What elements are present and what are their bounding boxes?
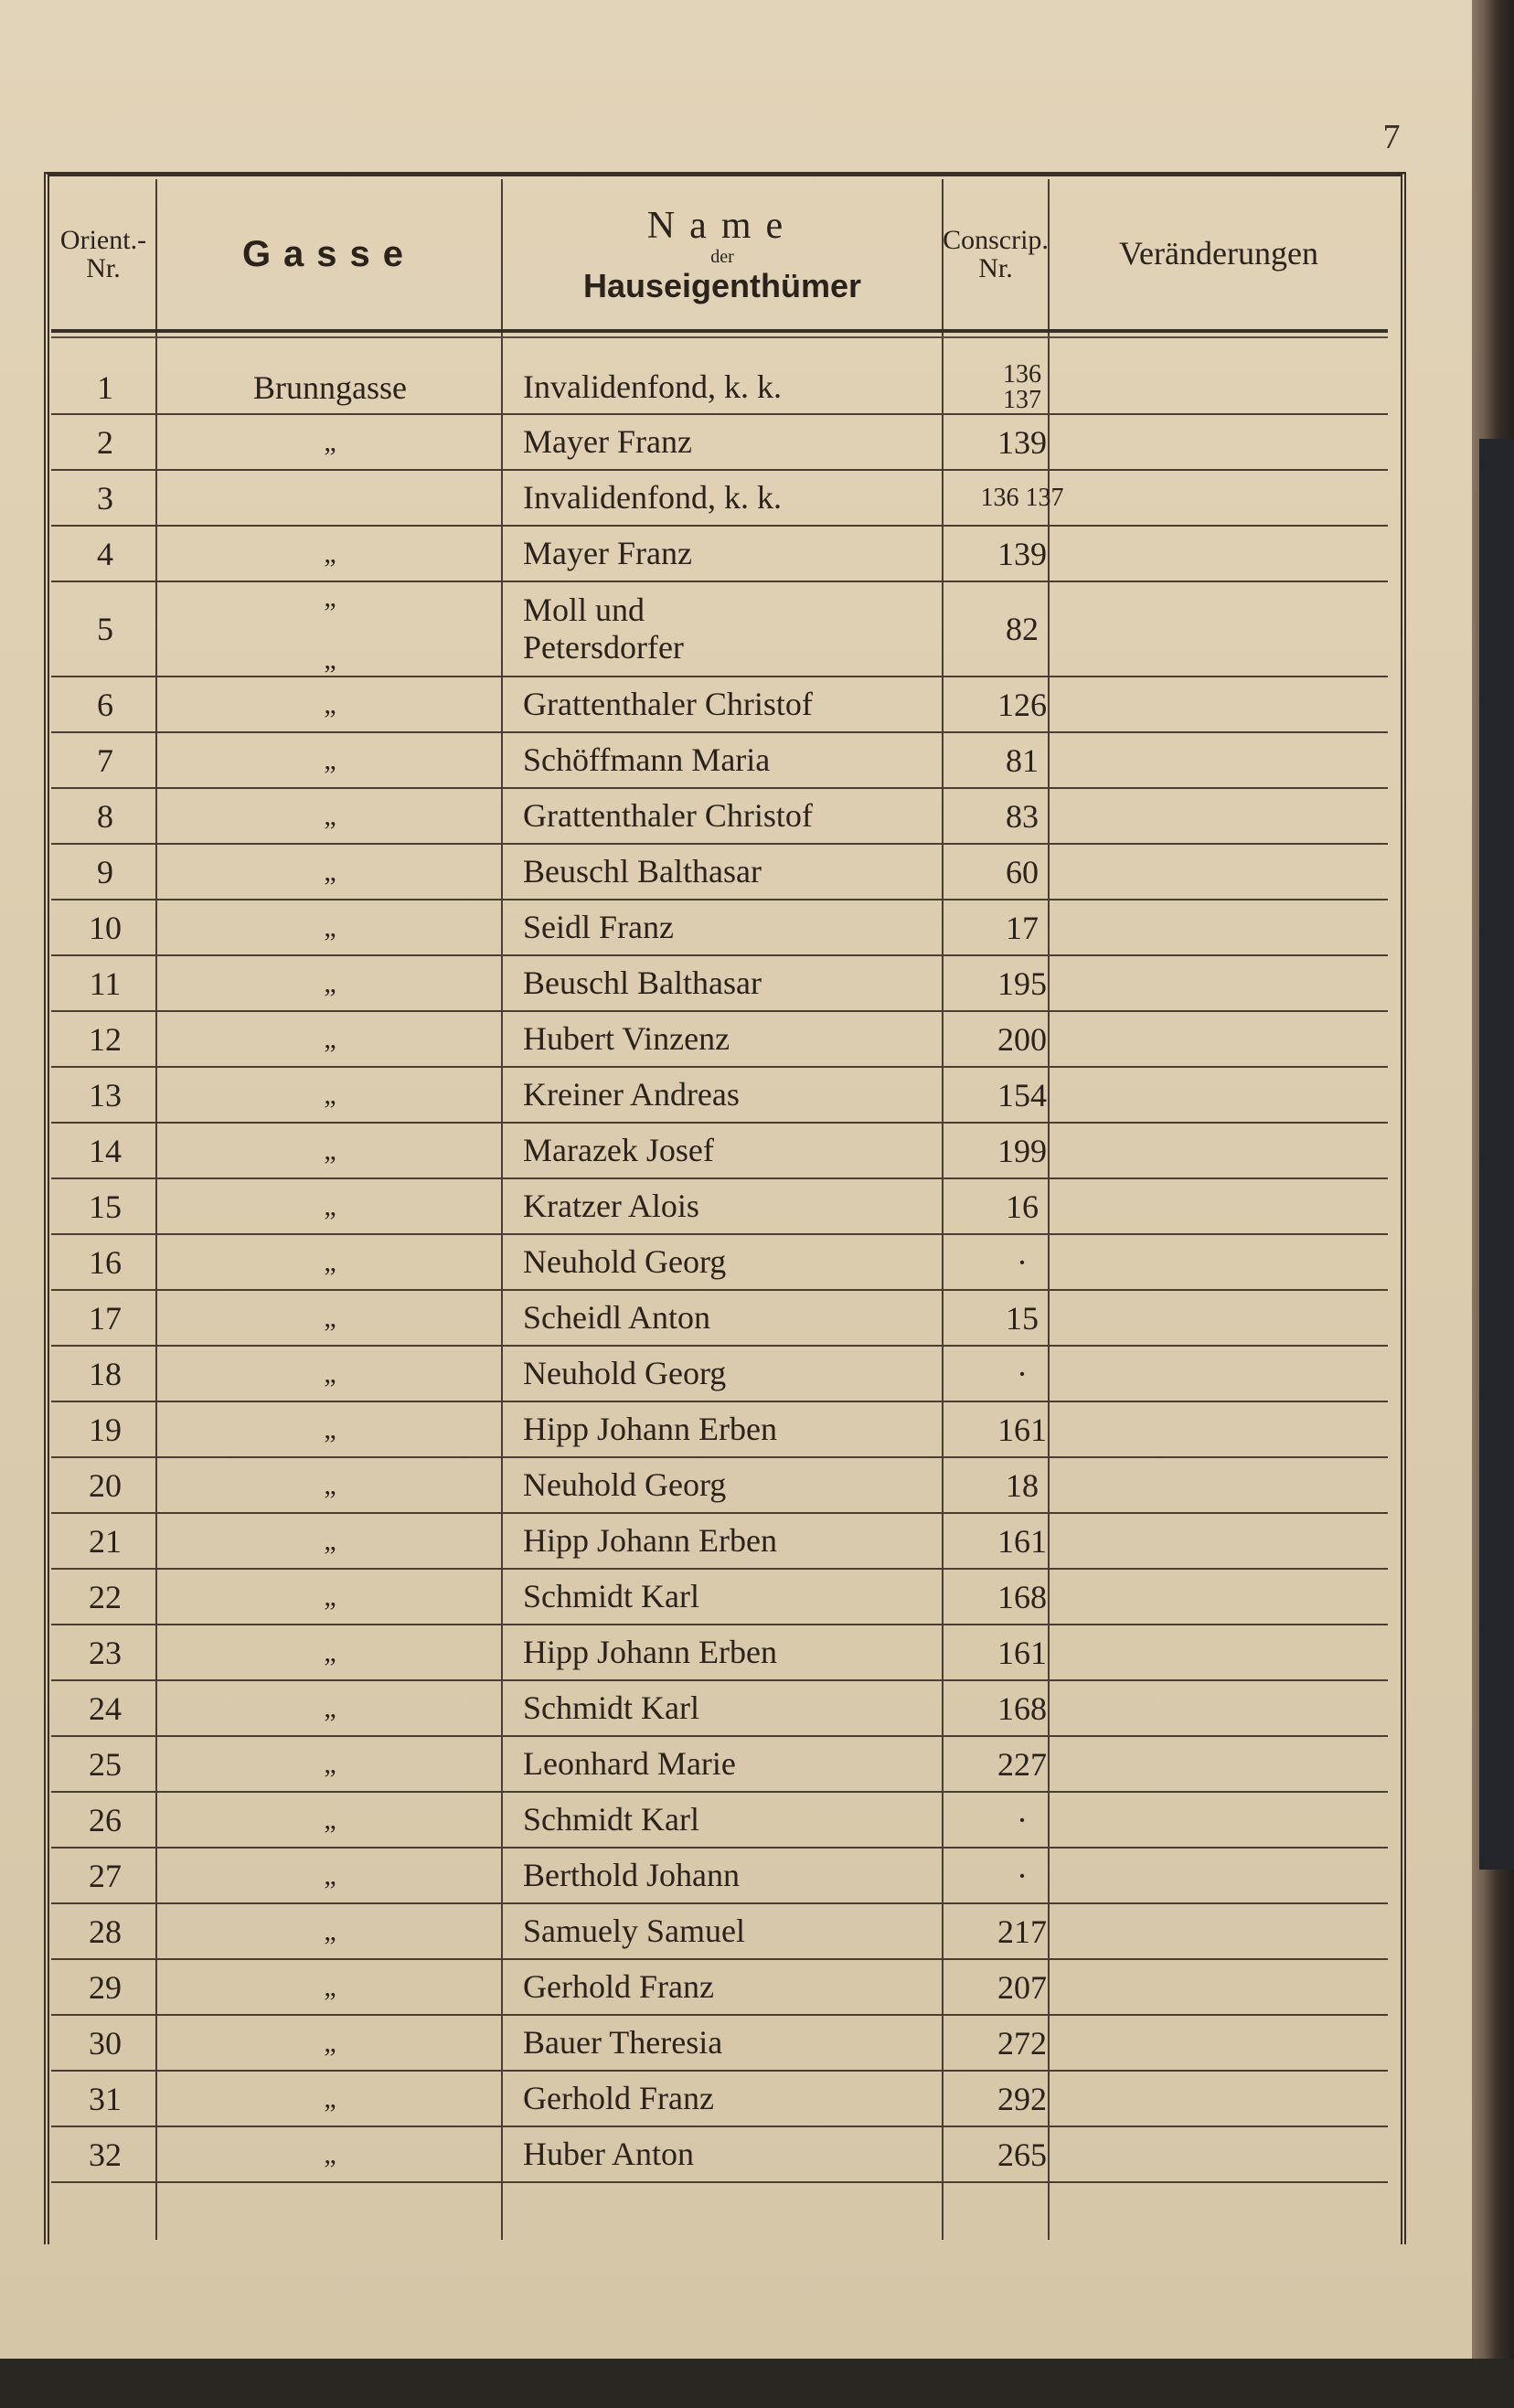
table-row bbox=[51, 2127, 1388, 2183]
orient-nr-cell: 6 bbox=[97, 686, 113, 723]
table-row bbox=[51, 582, 1388, 677]
conscrip-nr-cell bbox=[942, 415, 1103, 469]
owner-name-cell bbox=[523, 2127, 986, 2181]
gasse-cell: „ bbox=[324, 1525, 336, 1556]
book-cover-edge bbox=[1479, 439, 1514, 1870]
orient-nr-cell: 20 bbox=[89, 1466, 122, 1504]
owner-name-cell bbox=[523, 1179, 986, 1233]
owner-name: Beuschl Balthasar bbox=[523, 964, 762, 1001]
owner-name-cell bbox=[523, 956, 986, 1010]
owner-name: Kratzer Alois bbox=[523, 1187, 699, 1224]
orient-nr-cell: 13 bbox=[89, 1076, 122, 1113]
orient-nr-cell: 31 bbox=[89, 2080, 122, 2117]
owner-name: Bauer Theresia bbox=[523, 2023, 723, 2061]
conscrip-nr: 154 bbox=[997, 1076, 1047, 1113]
owner-name-cell bbox=[523, 582, 986, 676]
gasse-cell: „ bbox=[324, 688, 336, 719]
owner-name: Moll und bbox=[523, 591, 645, 628]
owner-name: Huber Anton bbox=[523, 2135, 694, 2172]
owner-name-cell bbox=[523, 415, 986, 469]
table-row bbox=[51, 1960, 1388, 2016]
gasse-cell: „ bbox=[324, 2083, 336, 2114]
veraenderungen-cell bbox=[1103, 1291, 1388, 1345]
conscrip-nr: 136 bbox=[1003, 360, 1041, 389]
conscrip-nr-cell bbox=[942, 789, 1103, 843]
orient-nr-cell: 10 bbox=[89, 909, 122, 946]
header-orient-nr bbox=[51, 179, 155, 329]
orient-nr-cell: 28 bbox=[89, 1913, 122, 1950]
conscrip-nr: · bbox=[1017, 1355, 1028, 1392]
table-row bbox=[51, 1179, 1388, 1235]
conscrip-nr-cell bbox=[942, 1960, 1103, 2014]
veraenderungen-cell bbox=[1103, 2016, 1388, 2070]
orient-nr-cell: 7 bbox=[97, 741, 113, 779]
gasse-cell: „ bbox=[324, 911, 336, 943]
orient-nr-cell: 3 bbox=[97, 479, 113, 517]
gasse-cell: „ bbox=[324, 744, 336, 775]
orient-nr-cell: 26 bbox=[89, 1801, 122, 1838]
header-orient-nr-line1: Orient.- bbox=[59, 224, 147, 255]
orient-nr-cell: 25 bbox=[89, 1745, 122, 1783]
owner-name-cell bbox=[523, 1625, 986, 1679]
conscrip-nr-cell bbox=[942, 582, 1103, 676]
header-name-bottom: Hauseigenthümer bbox=[582, 266, 862, 304]
conscrip-nr: 217 bbox=[997, 1913, 1047, 1950]
orient-nr-cell: 11 bbox=[89, 964, 122, 1002]
orient-nr-cell: 17 bbox=[89, 1299, 122, 1337]
conscrip-nr: 16 bbox=[1006, 1188, 1039, 1225]
table-row bbox=[51, 1625, 1388, 1681]
table-row bbox=[51, 1793, 1388, 1849]
orient-nr-cell: 9 bbox=[97, 853, 113, 890]
gasse-cell: „ bbox=[324, 1692, 336, 1723]
owner-name: Neuhold Georg bbox=[523, 1242, 727, 1280]
veraenderungen-cell bbox=[1103, 1793, 1388, 1847]
table-row bbox=[51, 1849, 1388, 1904]
conscrip-nr: 161 bbox=[997, 1634, 1047, 1671]
owner-name-line2: Petersdorfer bbox=[523, 629, 684, 666]
table-row bbox=[51, 677, 1388, 733]
conscrip-nr-cell bbox=[942, 1235, 1103, 1289]
scan-background bbox=[0, 2359, 1514, 2408]
conscrip-nr-cell bbox=[942, 900, 1103, 954]
owner-name-cell bbox=[523, 1737, 986, 1791]
conscrip-nr: 126 bbox=[997, 686, 1047, 723]
conscrip-nr: · bbox=[1017, 1801, 1028, 1838]
owner-name-cell bbox=[523, 1012, 986, 1066]
owner-name: Mayer Franz bbox=[523, 534, 692, 571]
owner-name: Berthold Johann bbox=[523, 1856, 740, 1893]
table-row bbox=[51, 1458, 1388, 1514]
gasse-cell: „ bbox=[324, 538, 336, 569]
veraenderungen-cell bbox=[1103, 1347, 1388, 1401]
gasse-cell: „ bbox=[324, 1135, 336, 1166]
veraenderungen-cell bbox=[1103, 1960, 1388, 2014]
conscrip-nr-cell bbox=[942, 677, 1103, 731]
conscrip-nr: 139 bbox=[997, 423, 1047, 461]
conscrip-nr: 227 bbox=[997, 1745, 1047, 1783]
header-orient-nr-line2: Nr. bbox=[86, 253, 121, 283]
table-body bbox=[51, 362, 1388, 2183]
gasse-cell: „ bbox=[324, 1358, 336, 1389]
gasse-cell: „ bbox=[324, 2027, 336, 2058]
header-name-top: Name bbox=[646, 204, 798, 247]
conscrip-nr-cell bbox=[942, 1402, 1103, 1456]
page-number: 7 bbox=[1382, 118, 1401, 156]
owner-name: Leonhard Marie bbox=[523, 1744, 736, 1782]
conscrip-nr: 60 bbox=[1006, 853, 1039, 890]
veraenderungen-cell bbox=[1103, 471, 1388, 525]
owner-name: Neuhold Georg bbox=[523, 1354, 727, 1391]
header-conscrip-line1: Conscrip. bbox=[943, 224, 1049, 255]
conscrip-nr-cell bbox=[942, 1124, 1103, 1177]
veraenderungen-cell bbox=[1103, 1625, 1388, 1679]
veraenderungen-cell bbox=[1103, 1458, 1388, 1512]
header-conscrip-line2: Nr. bbox=[978, 253, 1013, 283]
gasse-cell: „ bbox=[324, 426, 336, 457]
conscrip-nr-cell bbox=[942, 1681, 1103, 1735]
gasse-cell: „ bbox=[324, 1413, 336, 1444]
conscrip-nr-cell bbox=[942, 733, 1103, 787]
header-rule bbox=[51, 329, 1388, 333]
table-row bbox=[51, 1904, 1388, 1960]
owner-name-cell bbox=[523, 1291, 986, 1345]
veraenderungen-cell bbox=[1103, 1012, 1388, 1066]
conscrip-nr: 200 bbox=[997, 1020, 1047, 1058]
owner-name: Neuhold Georg bbox=[523, 1465, 727, 1503]
owner-name-cell bbox=[523, 1068, 986, 1122]
table-row bbox=[51, 1291, 1388, 1347]
conscrip-nr-cell bbox=[942, 471, 1103, 525]
table-row bbox=[51, 1737, 1388, 1793]
table-row bbox=[51, 527, 1388, 582]
conscrip-nr: 195 bbox=[997, 964, 1047, 1002]
conscrip-nr-cell bbox=[942, 1179, 1103, 1233]
ditto-mark: „ bbox=[324, 645, 336, 675]
table-row bbox=[51, 1068, 1388, 1124]
gasse-cell: „ bbox=[324, 967, 336, 998]
conscrip-nr: 82 bbox=[1006, 611, 1039, 647]
conscrip-nr-cell bbox=[942, 2127, 1103, 2181]
conscrip-nr: 207 bbox=[997, 1968, 1047, 2006]
orient-nr-cell: 21 bbox=[89, 1522, 122, 1560]
conscrip-nr: 168 bbox=[997, 1578, 1047, 1615]
conscrip-nr-cell bbox=[942, 1737, 1103, 1791]
orient-nr-cell: 15 bbox=[89, 1188, 122, 1225]
owner-name: Gerhold Franz bbox=[523, 1967, 714, 2005]
veraenderungen-cell bbox=[1103, 1514, 1388, 1568]
owner-name-cell bbox=[523, 1458, 986, 1512]
conscrip-nr-cell bbox=[942, 2072, 1103, 2126]
owner-name-cell bbox=[523, 1849, 986, 1902]
veraenderungen-cell bbox=[1103, 845, 1388, 899]
table-row bbox=[51, 1681, 1388, 1737]
table-row bbox=[51, 1347, 1388, 1402]
conscrip-nr: 292 bbox=[997, 2080, 1047, 2117]
owner-name: Schmidt Karl bbox=[523, 1577, 699, 1614]
orient-nr-cell: 4 bbox=[97, 535, 113, 572]
conscrip-nr-cell bbox=[942, 956, 1103, 1010]
conscrip-nr-cell bbox=[942, 1904, 1103, 1958]
veraenderungen-cell bbox=[1103, 900, 1388, 954]
gasse-cell: „ bbox=[324, 1915, 336, 1946]
header-rule bbox=[51, 336, 1388, 338]
veraenderungen-cell bbox=[1103, 733, 1388, 787]
owner-name-cell bbox=[523, 1960, 986, 2014]
conscrip-nr-cell bbox=[942, 1291, 1103, 1345]
table-row bbox=[51, 2016, 1388, 2072]
orient-nr-cell: 24 bbox=[89, 1689, 122, 1727]
gasse-cell: „ bbox=[324, 1748, 336, 1779]
ditto-mark: „ bbox=[324, 582, 336, 613]
owner-name: Marazek Josef bbox=[523, 1131, 714, 1168]
conscrip-nr-cell bbox=[942, 1068, 1103, 1122]
veraenderungen-cell bbox=[1103, 789, 1388, 843]
veraenderungen-cell bbox=[1103, 1402, 1388, 1456]
table-row bbox=[51, 1124, 1388, 1179]
orient-nr-cell: 23 bbox=[89, 1634, 122, 1671]
orient-nr-cell: 22 bbox=[89, 1578, 122, 1615]
table-row bbox=[51, 1402, 1388, 1458]
orient-nr-cell: 32 bbox=[89, 2136, 122, 2173]
conscrip-nr-cell bbox=[942, 1625, 1103, 1679]
table-row bbox=[51, 900, 1388, 956]
owner-name-cell bbox=[523, 1904, 986, 1958]
veraenderungen-cell bbox=[1103, 2072, 1388, 2126]
orient-nr-cell: 5 bbox=[97, 611, 113, 647]
owner-name-cell bbox=[523, 733, 986, 787]
header-gasse: Gasse bbox=[241, 234, 417, 274]
gasse-cell: Brunngasse bbox=[253, 369, 407, 406]
veraenderungen-cell bbox=[1103, 956, 1388, 1010]
table-row bbox=[51, 1012, 1388, 1068]
conscrip-nr: 81 bbox=[1006, 741, 1039, 779]
owner-name: Hubert Vinzenz bbox=[523, 1019, 730, 1057]
owner-name-cell bbox=[523, 1681, 986, 1735]
owner-name-cell bbox=[523, 2016, 986, 2070]
veraenderungen-cell bbox=[1103, 1124, 1388, 1177]
veraenderungen-cell bbox=[1103, 1737, 1388, 1791]
owner-name-cell bbox=[523, 1793, 986, 1847]
veraenderungen-cell bbox=[1103, 1068, 1388, 1122]
orient-nr-cell: 1 bbox=[97, 369, 113, 406]
conscrip-nr-second: 137 bbox=[1003, 386, 1041, 414]
conscrip-nr: 18 bbox=[1006, 1466, 1039, 1504]
owner-name-cell bbox=[523, 2072, 986, 2126]
conscrip-nr: 139 bbox=[997, 535, 1047, 572]
conscrip-nr-cell bbox=[942, 1514, 1103, 1568]
orient-nr-cell: 27 bbox=[89, 1857, 122, 1894]
table-row bbox=[51, 1570, 1388, 1625]
gasse-cell: „ bbox=[324, 1246, 336, 1277]
veraenderungen-cell bbox=[1103, 362, 1388, 413]
conscrip-nr: 83 bbox=[1006, 797, 1039, 835]
owner-name: Invalidenfond, k. k. bbox=[523, 478, 782, 516]
owner-name: Hipp Johann Erben bbox=[523, 1410, 777, 1447]
conscrip-nr: 17 bbox=[1006, 909, 1039, 946]
table-row bbox=[51, 1235, 1388, 1291]
owner-name: Grattenthaler Christof bbox=[523, 685, 813, 722]
owner-name: Gerhold Franz bbox=[523, 2079, 714, 2116]
orient-nr-cell: 29 bbox=[89, 1968, 122, 2006]
orient-nr-cell: 30 bbox=[89, 2024, 122, 2062]
gasse-cell: „ bbox=[324, 1581, 336, 1612]
owner-name-cell bbox=[523, 1514, 986, 1568]
owner-name-cell bbox=[523, 677, 986, 731]
owner-name: Hipp Johann Erben bbox=[523, 1521, 777, 1559]
owner-name: Samuely Samuel bbox=[523, 1912, 745, 1949]
conscrip-nr-cell bbox=[942, 1570, 1103, 1624]
conscrip-nr: 15 bbox=[1006, 1299, 1039, 1337]
conscrip-nr: 161 bbox=[997, 1411, 1047, 1448]
veraenderungen-cell bbox=[1103, 1179, 1388, 1233]
gasse-cell: „ bbox=[324, 1636, 336, 1667]
owner-name: Kreiner Andreas bbox=[523, 1075, 740, 1113]
table-row bbox=[51, 362, 1388, 415]
owner-name: Scheidl Anton bbox=[523, 1298, 710, 1336]
owner-name-cell bbox=[523, 845, 986, 899]
gasse-cell: „ bbox=[324, 2138, 336, 2169]
owner-name: Seidl Franz bbox=[523, 908, 674, 945]
conscrip-nr: 199 bbox=[997, 1132, 1047, 1169]
gasse-cell bbox=[159, 471, 501, 525]
orient-nr-cell: 18 bbox=[89, 1355, 122, 1392]
orient-nr-cell: 2 bbox=[97, 423, 113, 461]
gasse-cell: „ bbox=[324, 856, 336, 887]
veraenderungen-cell bbox=[1103, 677, 1388, 731]
veraenderungen-cell bbox=[1103, 415, 1388, 469]
veraenderungen-cell bbox=[1103, 527, 1388, 581]
table-row bbox=[51, 845, 1388, 900]
conscrip-nr: 168 bbox=[997, 1689, 1047, 1727]
conscrip-nr-cell bbox=[942, 1458, 1103, 1512]
orient-nr-cell: 12 bbox=[89, 1020, 122, 1058]
gasse-ditto-stack bbox=[324, 582, 336, 676]
owner-name-cell bbox=[523, 1347, 986, 1401]
table-row bbox=[51, 471, 1388, 527]
table-row bbox=[51, 789, 1388, 845]
veraenderungen-cell bbox=[1103, 582, 1388, 676]
gasse-cell: „ bbox=[324, 1859, 336, 1891]
header-name-mid: der bbox=[710, 246, 734, 267]
conscrip-nr: · bbox=[1017, 1243, 1028, 1281]
conscrip-nr-cell bbox=[942, 527, 1103, 581]
veraenderungen-cell bbox=[1103, 1681, 1388, 1735]
owner-name-cell bbox=[523, 1124, 986, 1177]
table-row bbox=[51, 1514, 1388, 1570]
owner-name: Hipp Johann Erben bbox=[523, 1633, 777, 1670]
conscrip-nr: 272 bbox=[997, 2024, 1047, 2062]
owner-name-cell bbox=[523, 1402, 986, 1456]
owner-name: Mayer Franz bbox=[523, 422, 692, 460]
header-conscrip-nr bbox=[944, 179, 1048, 329]
conscrip-nr-cell bbox=[942, 362, 1103, 413]
gasse-cell: „ bbox=[324, 1971, 336, 2002]
owner-name-cell bbox=[523, 1570, 986, 1624]
veraenderungen-cell bbox=[1103, 1904, 1388, 1958]
conscrip-nr: 136 137 bbox=[980, 483, 1064, 512]
veraenderungen-cell bbox=[1103, 1849, 1388, 1902]
veraenderungen-cell bbox=[1103, 1570, 1388, 1624]
owner-name: Schöffmann Maria bbox=[523, 741, 771, 778]
conscrip-nr: · bbox=[1017, 1857, 1028, 1894]
orient-nr-cell: 16 bbox=[89, 1243, 122, 1281]
table-row bbox=[51, 415, 1388, 471]
gasse-cell: „ bbox=[324, 800, 336, 831]
table-row bbox=[51, 2072, 1388, 2127]
conscrip-nr: 161 bbox=[997, 1522, 1047, 1560]
orient-nr-cell: 19 bbox=[89, 1411, 122, 1448]
orient-nr-cell: 14 bbox=[89, 1132, 122, 1169]
header-name bbox=[503, 179, 942, 329]
owner-name: Grattenthaler Christof bbox=[523, 796, 813, 834]
veraenderungen-cell bbox=[1103, 2127, 1388, 2181]
conscrip-nr-cell bbox=[942, 1012, 1103, 1066]
owner-name-cell bbox=[523, 1235, 986, 1289]
gasse-cell: „ bbox=[324, 1023, 336, 1054]
owner-name-cell bbox=[523, 527, 986, 581]
conscrip-nr-cell bbox=[942, 845, 1103, 899]
owner-name: Schmidt Karl bbox=[523, 1800, 699, 1838]
gasse-cell: „ bbox=[324, 1190, 336, 1221]
conscrip-nr-cell bbox=[942, 1793, 1103, 1847]
conscrip-nr: 265 bbox=[997, 2136, 1047, 2173]
owner-name: Beuschl Balthasar bbox=[523, 852, 762, 890]
table-row bbox=[51, 956, 1388, 1012]
owner-name-cell bbox=[523, 362, 986, 413]
conscrip-nr-cell bbox=[942, 1849, 1103, 1902]
owner-name-cell bbox=[523, 900, 986, 954]
table-row bbox=[51, 733, 1388, 789]
veraenderungen-cell bbox=[1103, 1235, 1388, 1289]
gasse-cell: „ bbox=[324, 1079, 336, 1110]
orient-nr-cell: 8 bbox=[97, 797, 113, 835]
gasse-cell: „ bbox=[324, 1804, 336, 1835]
header-veraenderungen: Veränderungen bbox=[1119, 235, 1318, 272]
conscrip-nr-cell bbox=[942, 2016, 1103, 2070]
owner-name: Invalidenfond, k. k. bbox=[523, 368, 782, 406]
gasse-cell: „ bbox=[324, 1302, 336, 1333]
owner-name-cell bbox=[523, 789, 986, 843]
gasse-cell bbox=[159, 582, 501, 676]
gasse-cell: „ bbox=[324, 1469, 336, 1500]
owner-name: Schmidt Karl bbox=[523, 1689, 699, 1726]
owner-name-cell bbox=[523, 471, 986, 525]
conscrip-nr-cell bbox=[942, 1347, 1103, 1401]
